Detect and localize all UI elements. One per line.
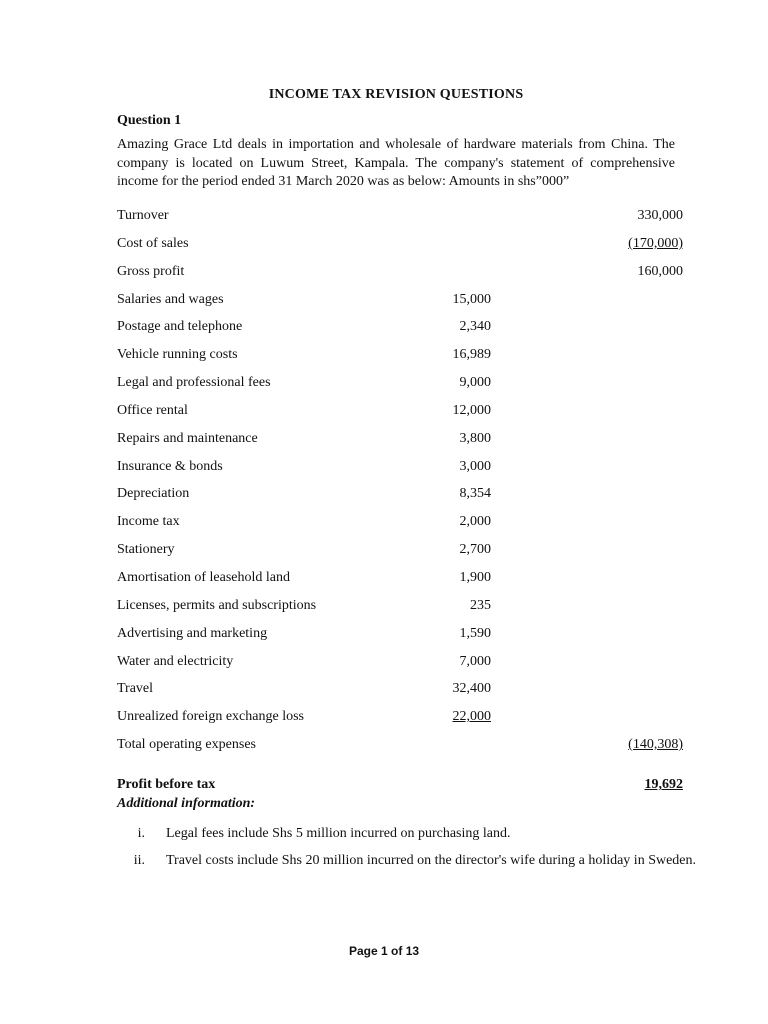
- statement-row: [117, 486, 587, 514]
- statement-row-amount: 22,000: [452, 709, 491, 725]
- statement-row: [117, 375, 587, 403]
- income-statement-table: [117, 208, 683, 765]
- statement-row: [117, 431, 587, 459]
- statement-row-amount: 2,340: [459, 319, 491, 335]
- statement-row-label: Income tax: [117, 514, 180, 530]
- statement-row: [117, 403, 587, 431]
- statement-row-amount: 1,900: [459, 569, 491, 585]
- profit-before-tax-value: 19,692: [644, 777, 683, 792]
- statement-row: [117, 654, 587, 682]
- statement-row: [117, 459, 587, 487]
- statement-row: [117, 208, 683, 236]
- statement-row-total: (140,308): [628, 737, 683, 753]
- statement-row: [117, 681, 587, 709]
- statement-row-label: Licenses, permits and subscriptions: [117, 597, 317, 613]
- statement-row-label: Total operating expenses: [117, 737, 256, 753]
- statement-row-total: (170,000): [628, 235, 683, 251]
- statement-row-amount: 32,400: [452, 681, 491, 697]
- statement-row: [117, 737, 683, 765]
- statement-row: [117, 598, 587, 626]
- statement-row-label: Depreciation: [117, 486, 190, 502]
- document-title: INCOME TAX REVISION QUESTIONS: [268, 87, 524, 102]
- statement-row-amount: 2,000: [459, 514, 491, 530]
- page-word: Page: [348, 944, 378, 958]
- statement-row-label: Advertising and marketing: [117, 625, 268, 641]
- statement-row: [117, 570, 587, 598]
- statement-row-amount: 1,590: [459, 625, 491, 641]
- note-text: Legal fees include Shs 5 million incurred on purchasing land.: [166, 826, 511, 841]
- note-item: [117, 847, 707, 874]
- additional-information-heading: Additional information:: [117, 796, 256, 811]
- note-number: i.: [137, 826, 145, 841]
- statement-row-label: Legal and professional fees: [117, 375, 271, 391]
- statement-row-label: Insurance & bonds: [117, 458, 223, 474]
- statement-row: [117, 292, 587, 320]
- question-intro: Amazing Grace Ltd deals in importation and wholesale of hardware materials from China. The company is located on Luwum Street, Kampala. The company's statement of comprehensive income for the period ended 31 March 2020 was as below: Amounts in shs”000”: [117, 137, 675, 189]
- statement-row-label: Repairs and maintenance: [117, 430, 258, 446]
- note-text: Travel costs include Shs 20 million incurred on the director's wife during a holiday in Sweden.: [166, 853, 697, 868]
- additional-notes-list: [117, 820, 707, 874]
- statement-row-amount: 16,989: [452, 347, 491, 363]
- statement-row-amount: 7,000: [459, 653, 491, 669]
- statement-row: [117, 709, 587, 737]
- statement-row-label: Postage and telephone: [117, 319, 243, 335]
- page-total: 13: [405, 944, 420, 958]
- statement-row-label: Turnover: [117, 208, 169, 223]
- statement-row-amount: 9,000: [459, 375, 491, 391]
- statement-row-amount: 3,000: [459, 458, 491, 474]
- statement-row-label: Gross profit: [117, 263, 185, 279]
- statement-row: [117, 542, 587, 570]
- statement-row-amount: 12,000: [452, 402, 491, 418]
- statement-row-label: Stationery: [117, 542, 175, 558]
- statement-row-amount: 8,354: [459, 486, 491, 502]
- statement-row: [117, 235, 683, 264]
- statement-row-amount: 15,000: [452, 291, 491, 307]
- of-word: of: [391, 944, 403, 958]
- statement-row: [117, 626, 587, 654]
- statement-row-label: Salaries and wages: [117, 291, 224, 307]
- profit-before-tax-row: [117, 777, 683, 793]
- statement-row-total: 330,000: [637, 208, 683, 223]
- page-number: 1: [380, 944, 388, 958]
- statement-row-label: Amortisation of leasehold land: [117, 569, 291, 585]
- statement-row-amount: 3,800: [459, 430, 491, 446]
- statement-row: [117, 263, 683, 292]
- note-item: [117, 820, 707, 847]
- statement-row-label: Water and electricity: [117, 653, 234, 669]
- statement-row: [117, 514, 587, 542]
- note-number: ii.: [133, 853, 145, 868]
- statement-row-label: Unrealized foreign exchange loss: [117, 709, 304, 725]
- profit-before-tax-label: Profit before tax: [117, 777, 216, 792]
- statement-row-label: Office rental: [117, 402, 188, 418]
- statement-row-amount: 235: [470, 597, 491, 613]
- statement-row-amount: 2,700: [459, 542, 491, 558]
- statement-row: [117, 347, 587, 375]
- statement-row: [117, 319, 587, 347]
- statement-row-label: Cost of sales: [117, 235, 189, 251]
- statement-row-label: Travel: [117, 681, 154, 697]
- statement-row-label: Vehicle running costs: [117, 347, 238, 363]
- page-footer: [0, 944, 768, 958]
- question-heading: Question 1: [117, 113, 182, 128]
- statement-row-total: 160,000: [637, 263, 683, 279]
